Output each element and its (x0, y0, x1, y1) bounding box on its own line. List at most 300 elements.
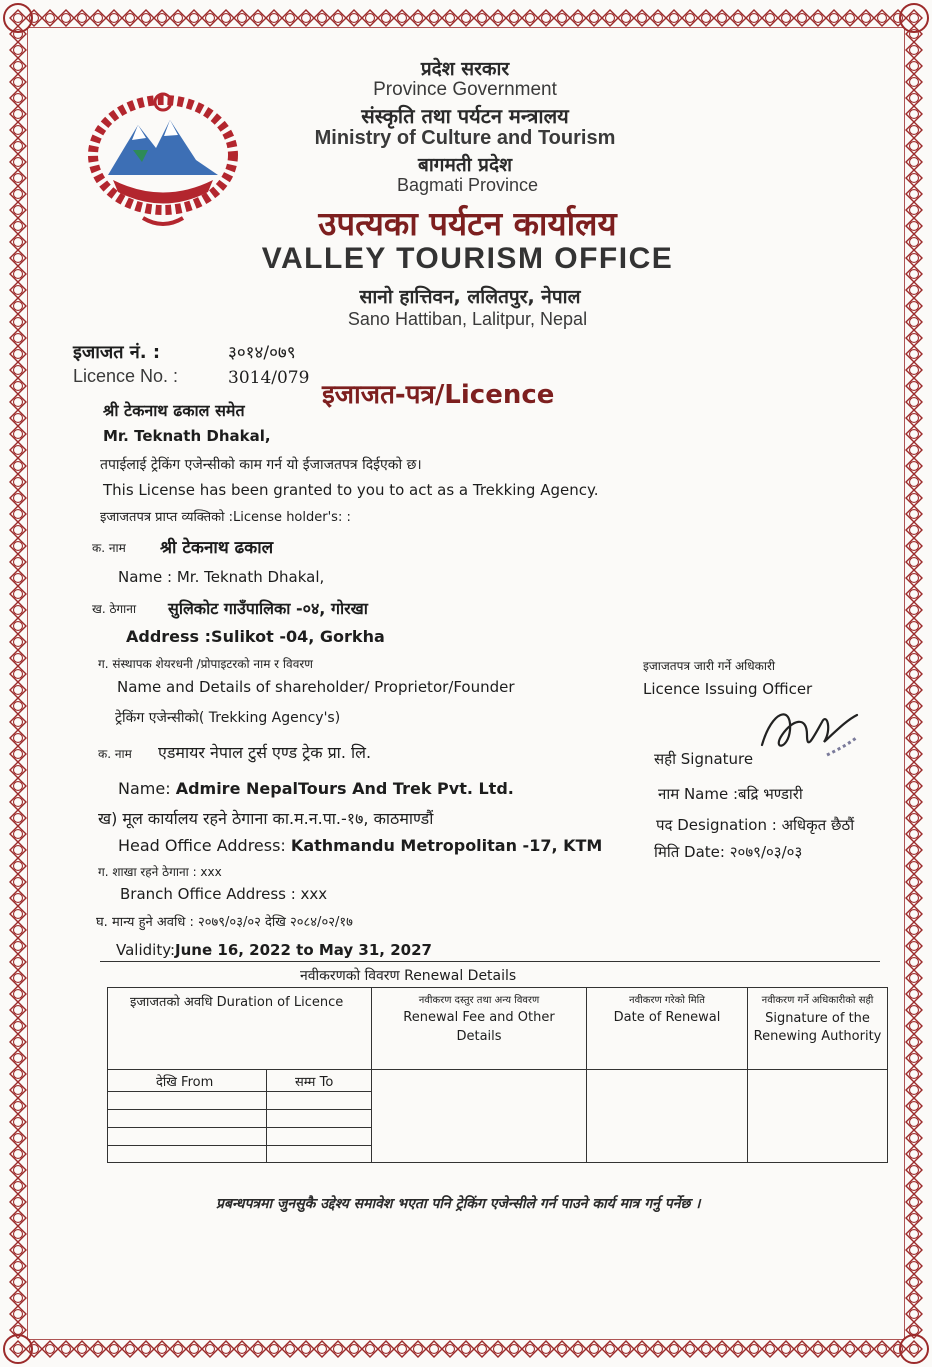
border-motif (90, 1341, 106, 1357)
border-motif (10, 170, 26, 186)
border-motif (842, 10, 858, 26)
head-office-np: ख) मूल कार्यालय रहने ठेगाना का.म.न.पा.-१७, काठमाण्डौं (98, 809, 434, 828)
border-motif (10, 10, 26, 26)
border-motif (650, 1341, 666, 1357)
licence-no-value-en: 3014/079 (228, 368, 310, 388)
border-motif (618, 10, 634, 26)
border-motif (186, 1341, 202, 1357)
border-motif (490, 1341, 506, 1357)
border-motif (538, 1341, 554, 1357)
col-date-np: नवीकरण गरेको मिति (629, 995, 705, 1006)
border-motif (10, 842, 26, 858)
border-motif (906, 1130, 922, 1146)
border-motif (906, 170, 922, 186)
col-signature (748, 988, 888, 1070)
border-motif (282, 10, 298, 26)
border-motif (26, 10, 42, 26)
border-motif (906, 42, 922, 58)
border-motif (570, 10, 586, 26)
border-motif (10, 42, 26, 58)
border-motif (346, 1341, 362, 1357)
border-motif (906, 362, 922, 378)
officer-signature-label: सही Signature (654, 750, 754, 768)
border-motif (42, 1341, 58, 1357)
border-motif (10, 746, 26, 762)
border-motif (282, 1341, 298, 1357)
border-motif (10, 698, 26, 714)
border-motif (570, 1341, 586, 1357)
handwritten-signature-icon (752, 700, 862, 770)
border-motif (490, 10, 506, 26)
border-motif (74, 1341, 90, 1357)
border-motif (906, 282, 922, 298)
branch-office-np: ग. शाखा रहने ठेगाना : xxx (98, 865, 222, 879)
border-motif (906, 730, 922, 746)
border-motif (378, 10, 394, 26)
border-motif (10, 650, 26, 666)
border-motif (10, 874, 26, 890)
border-motif (10, 538, 26, 554)
border-motif (666, 1341, 682, 1357)
border-motif (10, 906, 26, 922)
border-motif (906, 154, 922, 170)
border-motif (10, 794, 26, 810)
border-motif (10, 1066, 26, 1082)
border-motif (474, 1341, 490, 1357)
border-motif (522, 10, 538, 26)
border-motif (10, 666, 26, 682)
border-motif (26, 1341, 42, 1357)
border-motif (906, 426, 922, 442)
renewal-title: नवीकरणको विवरण Renewal Details (300, 968, 517, 984)
border-motif (906, 778, 922, 794)
ministry-en: Ministry of Culture and Tourism (314, 127, 616, 149)
licence-no-label-np: इजाजत नं. : (73, 342, 161, 363)
border-motif (906, 682, 922, 698)
border-motif (314, 1341, 330, 1357)
border-motif (10, 298, 26, 314)
border-motif (906, 74, 922, 90)
col-duration (108, 988, 372, 1070)
border-motif (906, 506, 922, 522)
border-motif (906, 762, 922, 778)
border-motif (10, 810, 26, 826)
border-motif (10, 1242, 26, 1258)
border-motif (106, 1341, 122, 1357)
renewal-header-row (108, 988, 888, 1070)
border-motif (266, 10, 282, 26)
border-motif (906, 698, 922, 714)
border-motif (714, 10, 730, 26)
validity-en-label: Validity: (116, 941, 176, 959)
officer-designation (656, 815, 854, 835)
border-motif (330, 1341, 346, 1357)
border-motif (234, 1341, 250, 1357)
border-motif (10, 1210, 26, 1226)
border-motif (906, 1066, 922, 1082)
border-motif (906, 746, 922, 762)
border-motif (10, 394, 26, 410)
grant-statement-np: तपाईलाई ट्रेकिंग एजेन्सीको काम गर्न यो ईजाजतपत्र दिईएको छ। (100, 457, 422, 473)
border-motif (394, 1341, 410, 1357)
border-motif (698, 1341, 714, 1357)
border-motif (906, 922, 922, 938)
border-motif (458, 10, 474, 26)
officer-heading-en: Licence Issuing Officer (643, 680, 813, 698)
border-motif (698, 10, 714, 26)
border-motif (10, 1114, 26, 1130)
border-motif (10, 282, 26, 298)
border-motif (906, 250, 922, 266)
border-motif (906, 1146, 922, 1162)
border-motif (10, 1226, 26, 1242)
border-motif (10, 474, 26, 490)
border-motif (682, 10, 698, 26)
agency-heading: ट्रेकिंग एजेन्सीको( Trekking Agency's) (115, 710, 341, 726)
border-motif (42, 10, 58, 26)
province-government-np: प्रदेश सरकार (420, 58, 510, 80)
border-motif (10, 778, 26, 794)
border-motif (906, 970, 922, 986)
province-en: Bagmati Province (396, 175, 539, 195)
border-motif (730, 1341, 746, 1357)
col-date (587, 988, 748, 1070)
holder-address-np: सुलिकोट गाउँपालिका -०४, गोरखा (168, 599, 368, 618)
border-motif (10, 58, 26, 74)
border-motif (906, 938, 922, 954)
border-motif (10, 634, 26, 650)
col-date-en: Date of Renewal (613, 1010, 721, 1025)
border-motif (906, 826, 922, 842)
border-motif (842, 1341, 858, 1357)
border-motif (778, 1341, 794, 1357)
sign-cell (748, 1070, 888, 1092)
border-motif (746, 10, 762, 26)
border-motif (906, 378, 922, 394)
border-motif (650, 10, 666, 26)
border-motif (794, 10, 810, 26)
border-motif (10, 90, 26, 106)
border-motif (10, 74, 26, 90)
border-motif (810, 1341, 826, 1357)
border-motif (906, 1018, 922, 1034)
border-motif (10, 1146, 26, 1162)
border-motif (874, 10, 890, 26)
border-motif (458, 1341, 474, 1357)
holder-name-np: श्री टेकनाथ ढकाल (160, 538, 274, 558)
col-fee (372, 988, 587, 1070)
border-motif (10, 1002, 26, 1018)
border-motif (906, 458, 922, 474)
border-motif (794, 1341, 810, 1357)
validity-divider (100, 961, 880, 962)
border-motif (906, 1050, 922, 1066)
border-motif (762, 10, 778, 26)
border-motif (906, 186, 922, 202)
border-motif (522, 1341, 538, 1357)
officer-heading-np: इजाजतपत्र जारी गर्ने अधिकारी (643, 659, 775, 673)
border-motif (10, 1258, 26, 1274)
border-motif (906, 1194, 922, 1210)
border-motif (906, 346, 922, 362)
border-motif (586, 10, 602, 26)
border-motif (906, 106, 922, 122)
border-motif (682, 1341, 698, 1357)
border-motif (906, 122, 922, 138)
border-motif (10, 346, 26, 362)
border-motif (714, 1341, 730, 1357)
border-motif (410, 10, 426, 26)
border-motif (410, 1341, 426, 1357)
border-motif (906, 330, 922, 346)
border-motif (10, 266, 26, 282)
border-motif (10, 586, 26, 602)
border-motif (10, 186, 26, 202)
border-motif (906, 538, 922, 554)
border-motif (154, 10, 170, 26)
border-motif (10, 730, 26, 746)
validity-en-value: June 16, 2022 to May 31, 2027 (175, 941, 432, 959)
border-motif (602, 10, 618, 26)
office-location-np: सानो हात्तिवन, ललितपुर, नेपाल (359, 286, 581, 308)
border-motif (10, 1274, 26, 1290)
border-motif (442, 10, 458, 26)
border-motif (154, 1341, 170, 1357)
agency-name-en-label: Name: (118, 779, 171, 798)
border-motif (10, 1050, 26, 1066)
branch-office-en: Branch Office Address : xxx (120, 885, 328, 903)
officer-name-value: बद्रि भण्डारी (738, 785, 803, 803)
border-motif (810, 10, 826, 26)
holder-heading: इजाजतपत्र प्राप्त व्यक्तिको :License holder's: : (100, 510, 351, 525)
border-motif (906, 650, 922, 666)
border-motif (906, 218, 922, 234)
border-motif (890, 10, 906, 26)
border-motif (10, 362, 26, 378)
border-motif (554, 1341, 570, 1357)
border-motif (906, 666, 922, 682)
fee-cell (372, 1070, 587, 1092)
border-motif (10, 410, 26, 426)
officer-date-label: मिति Date: (654, 843, 725, 861)
border-motif (906, 1274, 922, 1290)
border-motif (906, 842, 922, 858)
border-motif (218, 10, 234, 26)
border-motif (906, 442, 922, 458)
border-motif (10, 1162, 26, 1178)
border-motif (10, 954, 26, 970)
border-motif (186, 10, 202, 26)
province-government-en: Province Government (373, 79, 557, 100)
border-motif (10, 378, 26, 394)
border-motif (474, 10, 490, 26)
border-motif (858, 10, 874, 26)
border-motif (906, 906, 922, 922)
officer-designation-value: अधिकृत छैठौं (781, 816, 855, 834)
border-motif (202, 10, 218, 26)
border-motif (906, 586, 922, 602)
border-motif (122, 1341, 138, 1357)
border-motif (906, 474, 922, 490)
border-motif (10, 554, 26, 570)
border-motif (426, 1341, 442, 1357)
border-motif (10, 314, 26, 330)
ministry-np: संस्कृति तथा पर्यटन मन्त्रालय (361, 104, 569, 128)
border-motif (602, 1341, 618, 1357)
border-motif (250, 1341, 266, 1357)
border-motif (10, 154, 26, 170)
border-motif (10, 250, 26, 266)
border-motif (10, 618, 26, 634)
renewal-table (107, 987, 888, 1163)
border-motif (906, 202, 922, 218)
validity-en (116, 941, 432, 959)
border-motif (10, 234, 26, 250)
agency-name-np: एडमायर नेपाल टुर्स एण्ड ट्रेक प्रा. लि. (158, 743, 372, 762)
border-motif (906, 234, 922, 250)
border-motif (906, 266, 922, 282)
shareholder-heading-np: ग. संस्थापक शेयरधनी /प्रोपाइटरको नाम र विवरण (98, 657, 313, 671)
border-motif (10, 1130, 26, 1146)
officer-designation-label: पद Designation : (656, 816, 777, 834)
border-motif (554, 10, 570, 26)
border-motif (890, 1341, 906, 1357)
holder-address-en: Address :Sulikot -04, Gorkha (126, 627, 385, 646)
border-motif (906, 90, 922, 106)
border-motif (906, 954, 922, 970)
office-name-en: VALLEY TOURISM OFFICE (261, 242, 674, 275)
border-motif (10, 762, 26, 778)
border-motif (906, 570, 922, 586)
footer-note: प्रबन्धपत्रमा जुनसुकै उद्देश्य समावेश भएता पनि ट्रेकिंग एजेन्सीले गर्न पाउने कार्य मात्र गर्नु पर्नेछ । (216, 1196, 701, 1212)
date-cell (587, 1070, 748, 1092)
border-motif (10, 1018, 26, 1034)
border-motif (10, 970, 26, 986)
border-motif (874, 1341, 890, 1357)
border-motif (250, 10, 266, 26)
officer-name-label: नाम Name : (658, 785, 739, 803)
border-motif (170, 1341, 186, 1357)
border-motif (234, 10, 250, 26)
border-motif (58, 10, 74, 26)
border-motif (10, 202, 26, 218)
border-motif (10, 1082, 26, 1098)
border-motif (138, 1341, 154, 1357)
border-motif (906, 1002, 922, 1018)
border-motif (298, 1341, 314, 1357)
border-motif (10, 330, 26, 346)
border-motif (634, 10, 650, 26)
agency-name-label-np: क. नाम (98, 747, 132, 761)
border-motif (778, 10, 794, 26)
border-motif (506, 1341, 522, 1357)
border-motif (906, 1242, 922, 1258)
border-motif (906, 394, 922, 410)
border-motif (906, 1226, 922, 1242)
border-motif (10, 138, 26, 154)
border-motif (10, 1098, 26, 1114)
border-motif (10, 218, 26, 234)
border-motif (314, 10, 330, 26)
border-motif (10, 490, 26, 506)
border-motif (10, 714, 26, 730)
province-np: बागमती प्रदेश (417, 154, 512, 176)
col-sign-np: नवीकरण गर्ने अधिकारीको सही (761, 995, 874, 1006)
border-motif (906, 1162, 922, 1178)
border-motif (122, 10, 138, 26)
border-motif (10, 602, 26, 618)
validity-np: घ. मान्य हुने अवधि : २०७९/०३/०२ देखि २०८४/०२/१७ (96, 915, 353, 930)
officer-date-value: २०७९/०३/०३ (729, 843, 803, 861)
border-motif (906, 1290, 922, 1306)
col-sign-en: Signature of the Renewing Authority (753, 1011, 882, 1044)
border-motif (138, 10, 154, 26)
border-motif (362, 1341, 378, 1357)
border-motif (10, 458, 26, 474)
border-motif (10, 682, 26, 698)
border-motif (730, 10, 746, 26)
head-office-en-label: Head Office Address: (118, 836, 286, 855)
border-motif (906, 874, 922, 890)
officer-date (654, 842, 802, 862)
border-motif (906, 794, 922, 810)
office-name-np: उपत्यका पर्यटन कार्यालय (318, 204, 617, 243)
border-motif (906, 1306, 922, 1322)
border-motif (666, 10, 682, 26)
officer-name (658, 784, 803, 804)
border-motif (906, 490, 922, 506)
border-motif (346, 10, 362, 26)
border-motif (906, 1210, 922, 1226)
border-motif (10, 1178, 26, 1194)
border-motif (906, 1258, 922, 1274)
border-motif (906, 138, 922, 154)
border-motif (10, 1290, 26, 1306)
recipient-name-en: Mr. Teknath Dhakal, (103, 427, 271, 445)
head-office-en (118, 836, 602, 855)
head-office-en-value: Kathmandu Metropolitan -17, KTM (290, 836, 603, 855)
border-motif (10, 922, 26, 938)
border-motif (906, 714, 922, 730)
border-motif (10, 858, 26, 874)
border-motif (906, 298, 922, 314)
border-motif (906, 58, 922, 74)
border-motif (10, 1306, 26, 1322)
border-motif (906, 554, 922, 570)
border-motif (10, 506, 26, 522)
border-motif (58, 1341, 74, 1357)
border-motif (426, 10, 442, 26)
renewal-subheader-row (108, 1070, 888, 1092)
border-motif (298, 10, 314, 26)
border-motif (906, 810, 922, 826)
border-motif (10, 522, 26, 538)
border-motif (906, 522, 922, 538)
col-fee-np: नवीकरण दस्तुर तथा अन्य विवरण (418, 995, 540, 1006)
agency-name-en (118, 779, 514, 798)
border-motif (906, 314, 922, 330)
licence-no-value-np: ३०१४/०७९ (228, 343, 296, 363)
licence-title: इजाजत-पत्र/Licence (322, 380, 555, 410)
border-motif (266, 1341, 282, 1357)
border-motif (10, 106, 26, 122)
holder-name-en: Name : Mr. Teknath Dhakal, (118, 568, 325, 586)
border-motif (218, 1341, 234, 1357)
border-motif (90, 10, 106, 26)
border-motif (906, 1341, 922, 1357)
recipient-name-np: श्री टेकनाथ ढकाल समेत (103, 401, 245, 420)
table-row (108, 1146, 888, 1163)
